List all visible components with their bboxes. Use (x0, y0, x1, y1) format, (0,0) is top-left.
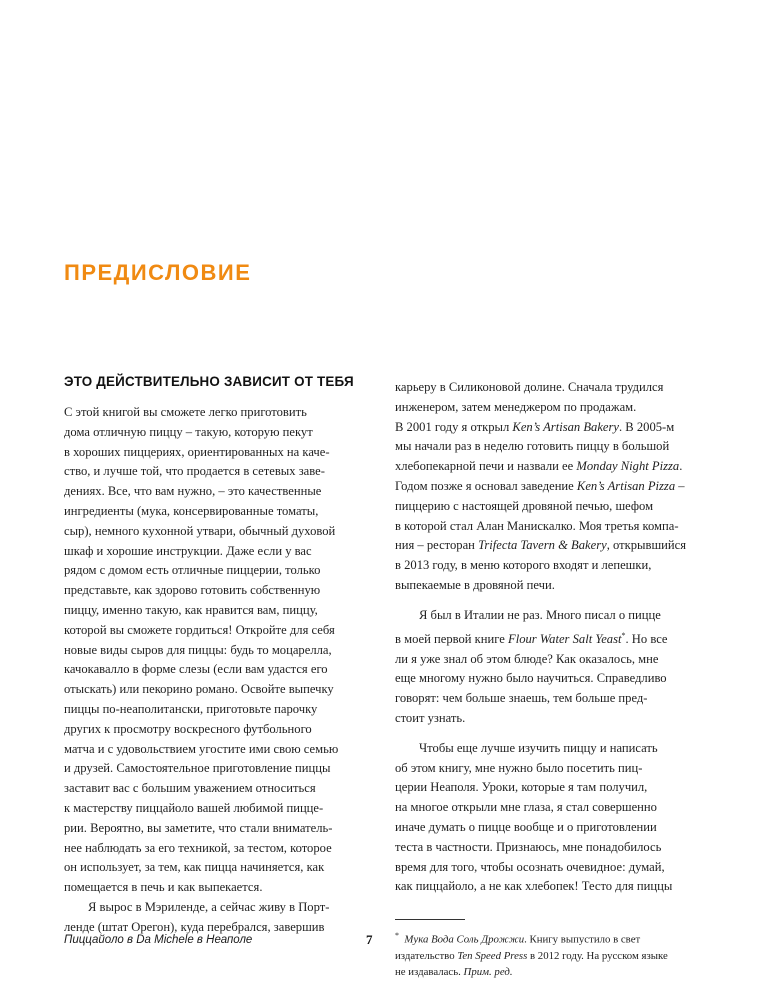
text-fragment: . В 2005-м (619, 419, 675, 434)
text-fragment: , открывшийся (606, 538, 687, 553)
text-line: церии Неаполя. Уроки, которые я там получил, (395, 780, 648, 795)
text-line: в 2013 году, в меню которого входят и лепешки, (395, 558, 652, 573)
text-line (395, 626, 695, 650)
text-line: как пиццайоло, а не как хлебопек! Тесто для пиццы (395, 879, 673, 894)
text-line: в хороших пиццериях, ориентированных на каче- (64, 444, 330, 459)
text-fragment: ния – ресторан (395, 538, 479, 553)
text-line: рии. Вероятно, вы заметите, что стали вниматель- (64, 820, 333, 835)
text-line: время для того, чтобы осознать очевидное: думай, (395, 859, 665, 874)
footnote-marker: * (621, 630, 626, 640)
text-fragment: не издавалась. (395, 965, 464, 978)
text-line: Я был в Италии не раз. Много писал о пицце (419, 607, 661, 622)
text-line: пиццы по-неаполитански, приготовьте парочку (64, 701, 318, 716)
editor-note: Прим. ред. (463, 965, 513, 978)
text-fragment: . (679, 459, 683, 474)
publisher-name: Ten Speed Press (457, 949, 528, 962)
text-fragment: в 2012 году. На русском языке (527, 949, 668, 962)
text-fragment: в моей первой книге (395, 631, 508, 646)
text-line: карьеру в Силиконовой долине. Сначала трудился (395, 380, 664, 394)
right-column (395, 378, 695, 980)
right-paragraph-3 (395, 606, 695, 729)
text-line (395, 457, 695, 477)
text-line: ство, и лучше той, что продается в сетевых заве- (64, 464, 325, 479)
text-line: которой вы сможете гордиться! Откройте для себя (64, 622, 335, 637)
left-column (64, 374, 364, 938)
text-line: качокавалло в форме слезы (если вам удастся его (64, 662, 328, 677)
text-line: пиццу, именно такую, как нравится вам, пиццу, (64, 602, 318, 617)
text-line: дома отличную пиццу – такую, которую пекут (64, 424, 313, 439)
text-line: отыскать) или пекорино романо. Освойте выпечку (64, 682, 334, 697)
text-line: выпекаемые в дровяной печи. (395, 577, 555, 592)
footnote-marker: * (395, 931, 399, 941)
text-line: заставит вас с большим уважением относиться (64, 781, 316, 796)
text-line: Я вырос в Мэриленде, а сейчас живу в Порт- (88, 899, 330, 914)
book-title: Flour Water Salt Yeast (508, 631, 622, 646)
text-line: стоит узнать. (395, 710, 466, 725)
text-fragment: В 2001 году я открыл (395, 419, 513, 434)
text-fragment: – (675, 478, 685, 493)
text-line: нее наблюдать за его техникой, за тестом, которое (64, 840, 332, 855)
chapter-title: ПРЕДИСЛОВИЕ (64, 260, 252, 285)
running-footer-title: Пиццайоло в Da Michele в Неаполе (64, 934, 253, 946)
footnote-divider (395, 919, 465, 920)
text-line: и друзей. Самостоятельное приготовление пиццы (64, 761, 331, 776)
text-line: об этом книгу, мне нужно было посетить пиц- (395, 760, 643, 775)
text-line: к мастерству пиццайоло вашей любимой пицце- (64, 800, 324, 815)
text-fragment: хлебопекарной печи и назвали ее (395, 459, 577, 474)
left-paragraph-2 (64, 898, 364, 938)
text-line: рядом с домом есть отличные пиццерии, только (64, 563, 321, 578)
pizza-night-name: Monday Night Pizza (576, 459, 680, 474)
text-fragment: . Но все (625, 631, 668, 646)
text-line: дениях. Все, что вам нужно, – это качественные (64, 484, 322, 499)
right-paragraph-4 (395, 739, 695, 897)
page-number: 7 (366, 932, 373, 947)
text-line: ленде (штат Орегон), куда перебрался, завершив (64, 919, 325, 934)
restaurant-name: Trifecta Tavern & Bakery (478, 538, 607, 553)
right-paragraph-1 (395, 378, 695, 418)
text-fragment: Годом позже я основал заведение (395, 478, 577, 493)
text-line: сыр), немного кухонной утвари, обычный духовой (64, 523, 336, 538)
text-fragment: издательство (395, 949, 458, 962)
text-line: еще многому нужно было научиться. Справедливо (395, 671, 667, 686)
text-line: новые виды сыров для пиццы: будь то моцарелла, (64, 642, 332, 657)
footnote-line (395, 928, 695, 948)
text-line: инженером, затем менеджером по продажам. (395, 399, 637, 414)
text-line: мы начали раз в неделю готовить пиццу в большой (395, 439, 670, 454)
footnote-book-title: Мука Вода Соль Дрожжи (404, 933, 525, 946)
text-line (395, 536, 695, 556)
text-line: представьте, как здорово готовить собственную (64, 583, 321, 598)
text-line: других к просмотру воскресного футбольного (64, 721, 312, 736)
text-line: шкаф и хорошие инструкции. Даже если у вас (64, 543, 312, 558)
text-line: иначе думать о пицце вообще и о приготовлении (395, 819, 657, 834)
text-line: С этой книгой вы сможете легко приготовить (64, 405, 307, 419)
right-paragraph-2 (395, 418, 695, 596)
text-line (395, 418, 695, 438)
footnote-line (395, 964, 695, 980)
text-line: теста в частности. Признаюсь, мне понадобилось (395, 839, 662, 854)
text-line: матча и с удовольствием угостите ими свою семью (64, 741, 339, 756)
text-line: в которой стал Алан Маниcкалко. Моя третья компа- (395, 518, 679, 533)
text-fragment: . Книгу выпустило в свет (524, 933, 641, 946)
text-line (395, 477, 695, 497)
pizzeria-name: Ken’s Artisan Pizza (576, 478, 676, 493)
footnote-line (395, 948, 695, 964)
footnote (395, 928, 695, 980)
text-line: на многое открыли мне глаза, я стал совершенно (395, 800, 657, 815)
text-line: Чтобы еще лучше изучить пиццу и написать (419, 740, 658, 755)
section-heading: ЭТО ДЕЙСТВИТЕЛЬНО ЗАВИСИТ ОТ ТЕБЯ (64, 374, 354, 389)
text-line: он использует, за тем, как пицца начиняется, как (64, 860, 325, 875)
bakery-name: Ken’s Artisan Bakery (512, 419, 619, 434)
text-line: помещается в печь и как выпекается. (64, 880, 263, 895)
text-line: говорят: чем больше знаешь, тем больше пред- (395, 691, 648, 706)
text-line: ли я уже знал об этом блюде? Как оказалось, мне (395, 651, 659, 666)
text-line: ингредиенты (мука, консервированные томаты, (64, 503, 319, 518)
text-line: пиццерию с настоящей дровяной печью, шефом (395, 498, 654, 513)
left-paragraph-1 (64, 403, 364, 898)
